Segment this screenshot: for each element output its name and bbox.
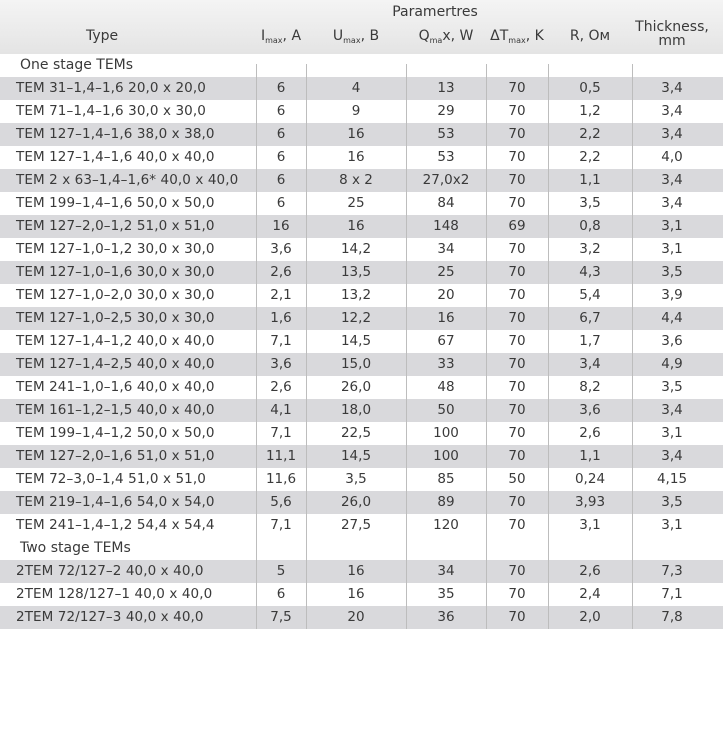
resistance-cell: 2,2 [579, 126, 601, 142]
imax-symbol: I [260, 28, 266, 44]
dtmax-cell: 70 [508, 172, 526, 188]
resistance-cell: 1,2 [579, 103, 601, 119]
thickness-cell: 3,4 [661, 172, 683, 188]
resistance-cell: 2,6 [579, 563, 601, 579]
resistance-cell: 3,2 [579, 241, 601, 257]
resistance-cell: 4,3 [579, 264, 601, 280]
umax-cell: 16 [347, 126, 365, 142]
thickness-cell: 3,4 [661, 80, 683, 96]
dtmax-cell: 70 [508, 287, 526, 303]
umax-cell: 13,2 [340, 287, 372, 303]
type-cell: TEM 127–1,0–2,0 30,0 x 30,0 [16, 287, 215, 303]
type-cell: TEM 127–1,4–1,2 40,0 x 40,0 [16, 333, 215, 349]
column-divider [406, 64, 407, 629]
dtmax-cell: 70 [508, 356, 526, 372]
imax-cell: 6 [276, 195, 286, 211]
table-row [0, 514, 723, 537]
thickness-cell: 3,6 [661, 333, 683, 349]
resistance-cell: 2,6 [579, 425, 601, 441]
qmax-cell: 33 [437, 356, 455, 372]
thickness-cell: 3,1 [661, 425, 683, 441]
qmax-cell: 13 [437, 80, 455, 96]
dtmax-cell: 50 [508, 471, 526, 487]
section-label: Two stage TEMs [20, 540, 131, 556]
table-header [0, 0, 723, 54]
imax-cell: 1,6 [270, 310, 292, 326]
table-row [0, 169, 723, 192]
resistance-cell: 1,1 [579, 172, 601, 188]
dtmax-cell: 70 [508, 195, 526, 211]
table-row [0, 77, 723, 100]
type-cell: TEM 127–2,0–1,2 51,0 x 51,0 [16, 218, 215, 234]
thickness-cell: 3,1 [661, 517, 683, 533]
imax-cell: 3,6 [270, 356, 292, 372]
column-divider [486, 64, 487, 629]
resistance-cell: 0,24 [574, 471, 606, 487]
imax-cell: 6 [276, 586, 286, 602]
type-cell: TEM 241–1,0–1,6 40,0 x 40,0 [16, 379, 215, 395]
umax-cell: 9 [351, 103, 361, 119]
qmax-symbol: Q [418, 28, 430, 44]
dtmax-cell: 70 [508, 379, 526, 395]
type-cell: TEM 71–1,4–1,6 30,0 x 30,0 [16, 103, 206, 119]
umax-cell: 14,5 [340, 448, 372, 464]
umax-subscript: max [343, 36, 361, 45]
thickness-cell: 4,15 [656, 471, 688, 487]
imax-cell: 16 [272, 218, 290, 234]
imax-column-header [250, 28, 312, 44]
resistance-cell: 2,0 [579, 609, 601, 625]
imax-cell: 7,5 [270, 609, 292, 625]
table-row [0, 399, 723, 422]
type-cell: 2TEM 128/127–1 40,0 x 40,0 [16, 586, 213, 602]
resistance-cell: 0,8 [579, 218, 601, 234]
dtmax-cell: 70 [508, 448, 526, 464]
thickness-cell: 3,1 [661, 218, 683, 234]
type-cell: TEM 127–1,4–1,6 38,0 x 38,0 [16, 126, 215, 142]
table-row [0, 491, 723, 514]
qmax-cell: 29 [437, 103, 455, 119]
umax-unit: , В [360, 28, 380, 44]
table-row [0, 146, 723, 169]
thickness-cell: 3,5 [661, 264, 683, 280]
imax-cell: 7,1 [270, 333, 292, 349]
dtmax-subscript: max [508, 36, 526, 45]
thickness-header-line2: mm [658, 33, 686, 49]
umax-cell: 16 [347, 149, 365, 165]
thickness-cell: 4,4 [661, 310, 683, 326]
section-header-row [0, 54, 723, 77]
qmax-subscript: ma [429, 36, 443, 45]
column-divider [306, 64, 307, 629]
dtmax-cell: 70 [508, 425, 526, 441]
resistance-cell: 2,2 [579, 149, 601, 165]
type-cell: TEM 2 x 63–1,4–1,6* 40,0 x 40,0 [16, 172, 239, 188]
umax-cell: 22,5 [340, 425, 372, 441]
umax-cell: 4 [351, 80, 361, 96]
qmax-unit: x, W [442, 28, 474, 44]
qmax-cell: 120 [433, 517, 459, 533]
table-row [0, 192, 723, 215]
table-row [0, 261, 723, 284]
table-row [0, 307, 723, 330]
type-cell: 2TEM 72/127–3 40,0 x 40,0 [16, 609, 204, 625]
dtmax-cell: 70 [508, 126, 526, 142]
resistance-cell: 3,93 [574, 494, 606, 510]
qmax-cell: 27,0x2 [422, 172, 470, 188]
qmax-cell: 35 [437, 586, 455, 602]
type-cell: TEM 127–1,0–1,6 30,0 x 30,0 [16, 264, 215, 280]
resistance-cell: 2,4 [579, 586, 601, 602]
umax-column-header [318, 28, 394, 44]
thickness-cell: 3,1 [661, 241, 683, 257]
type-cell: TEM 72–3,0–1,4 51,0 x 51,0 [16, 471, 206, 487]
type-cell: TEM 199–1,4–1,2 50,0 x 50,0 [16, 425, 215, 441]
umax-cell: 25 [347, 195, 365, 211]
thickness-cell: 4,0 [661, 149, 683, 165]
qmax-cell: 53 [437, 126, 455, 142]
umax-cell: 16 [347, 563, 365, 579]
table-row [0, 445, 723, 468]
resistance-cell: 3,4 [579, 356, 601, 372]
thickness-cell: 7,1 [661, 586, 683, 602]
umax-cell: 20 [347, 609, 365, 625]
imax-cell: 6 [276, 149, 286, 165]
table-row [0, 238, 723, 261]
qmax-cell: 50 [437, 402, 455, 418]
thickness-cell: 3,5 [661, 494, 683, 510]
qmax-cell: 84 [437, 195, 455, 211]
qmax-cell: 25 [437, 264, 455, 280]
type-cell: TEM 31–1,4–1,6 20,0 x 20,0 [16, 80, 206, 96]
imax-subscript: max [265, 36, 283, 45]
thickness-header-line1: Thickness, [635, 19, 709, 35]
umax-cell: 26,0 [340, 379, 372, 395]
dtmax-cell: 70 [508, 517, 526, 533]
dtmax-cell: 70 [508, 609, 526, 625]
table-row [0, 583, 723, 606]
dtmax-cell: 70 [508, 402, 526, 418]
table-row [0, 422, 723, 445]
umax-cell: 14,2 [340, 241, 372, 257]
imax-cell: 2,1 [270, 287, 292, 303]
type-column-header: Type [86, 28, 119, 44]
dtmax-cell: 70 [508, 241, 526, 257]
type-cell: TEM 127–2,0–1,6 51,0 x 51,0 [16, 448, 215, 464]
resistance-cell: 3,6 [579, 402, 601, 418]
qmax-cell: 148 [433, 218, 459, 234]
table-row [0, 123, 723, 146]
thickness-cell: 3,5 [661, 379, 683, 395]
umax-cell: 27,5 [340, 517, 372, 533]
umax-cell: 16 [347, 218, 365, 234]
thickness-cell: 3,9 [661, 287, 683, 303]
dtmax-symbol: ΔT [490, 28, 509, 44]
dtmax-cell: 70 [508, 310, 526, 326]
column-divider [256, 64, 257, 629]
umax-cell: 3,5 [345, 471, 367, 487]
qmax-cell: 48 [437, 379, 455, 395]
qmax-cell: 34 [437, 241, 455, 257]
resistance-column-header: R, Ом [569, 28, 611, 44]
umax-cell: 15,0 [340, 356, 372, 372]
umax-cell: 12,2 [340, 310, 372, 326]
qmax-cell: 89 [437, 494, 455, 510]
type-cell: TEM 127–1,4–1,6 40,0 x 40,0 [16, 149, 215, 165]
thickness-cell: 7,3 [661, 563, 683, 579]
section-header-row [0, 537, 723, 560]
type-cell: TEM 127–1,0–2,5 30,0 x 30,0 [16, 310, 215, 326]
dtmax-cell: 70 [508, 103, 526, 119]
thickness-cell: 3,4 [661, 448, 683, 464]
dtmax-column-header [484, 28, 550, 44]
imax-cell: 5 [276, 563, 286, 579]
resistance-cell: 5,4 [579, 287, 601, 303]
table-row [0, 100, 723, 123]
dtmax-cell: 70 [508, 563, 526, 579]
dtmax-cell: 70 [508, 264, 526, 280]
resistance-cell: 1,7 [579, 333, 601, 349]
table-row [0, 560, 723, 583]
type-cell: TEM 199–1,4–1,6 50,0 x 50,0 [16, 195, 215, 211]
table-row [0, 330, 723, 353]
resistance-cell: 3,1 [579, 517, 601, 533]
resistance-cell: 6,7 [579, 310, 601, 326]
umax-cell: 18,0 [340, 402, 372, 418]
table-row [0, 606, 723, 629]
imax-unit: , A [282, 28, 302, 44]
qmax-cell: 85 [437, 471, 455, 487]
umax-cell: 8 x 2 [339, 172, 373, 188]
table-row [0, 468, 723, 491]
type-cell: 2TEM 72/127–2 40,0 x 40,0 [16, 563, 204, 579]
dtmax-cell: 70 [508, 494, 526, 510]
imax-cell: 6 [276, 172, 286, 188]
resistance-cell: 0,5 [579, 80, 601, 96]
qmax-cell: 100 [433, 425, 459, 441]
table-row [0, 215, 723, 238]
dtmax-cell: 70 [508, 80, 526, 96]
qmax-cell: 16 [437, 310, 455, 326]
umax-symbol: U [332, 28, 344, 44]
dtmax-cell: 69 [508, 218, 526, 234]
imax-cell: 4,1 [270, 402, 292, 418]
qmax-cell: 34 [437, 563, 455, 579]
thickness-cell: 3,4 [661, 402, 683, 418]
section-label: One stage TEMs [20, 57, 134, 73]
thickness-cell: 3,4 [661, 126, 683, 142]
umax-cell: 13,5 [340, 264, 372, 280]
thickness-column-header [632, 20, 712, 48]
thickness-cell: 7,8 [661, 609, 683, 625]
thickness-cell: 4,9 [661, 356, 683, 372]
column-divider [548, 64, 549, 629]
imax-cell: 5,6 [270, 494, 292, 510]
thickness-cell: 3,4 [661, 195, 683, 211]
qmax-cell: 67 [437, 333, 455, 349]
dtmax-unit: , K [525, 28, 544, 44]
imax-cell: 2,6 [270, 379, 292, 395]
qmax-cell: 100 [433, 448, 459, 464]
imax-cell: 7,1 [270, 425, 292, 441]
thickness-cell: 3,4 [661, 103, 683, 119]
umax-cell: 14,5 [340, 333, 372, 349]
type-cell: TEM 127–1,0–1,2 30,0 x 30,0 [16, 241, 215, 257]
resistance-cell: 8,2 [579, 379, 601, 395]
dtmax-cell: 70 [508, 333, 526, 349]
parameters-group-label: Paramertres [392, 4, 478, 20]
imax-cell: 11,6 [265, 471, 297, 487]
type-cell: TEM 219–1,4–1,6 54,0 x 54,0 [16, 494, 215, 510]
type-cell: TEM 127–1,4–2,5 40,0 x 40,0 [16, 356, 215, 372]
umax-cell: 26,0 [340, 494, 372, 510]
qmax-column-header [404, 28, 488, 44]
type-cell: TEM 241–1,4–1,2 54,4 x 54,4 [16, 517, 215, 533]
imax-cell: 7,1 [270, 517, 292, 533]
imax-cell: 6 [276, 103, 286, 119]
dtmax-cell: 70 [508, 586, 526, 602]
imax-cell: 11,1 [265, 448, 297, 464]
table-row [0, 353, 723, 376]
qmax-cell: 53 [437, 149, 455, 165]
imax-cell: 2,6 [270, 264, 292, 280]
qmax-cell: 36 [437, 609, 455, 625]
column-divider [632, 64, 633, 629]
resistance-cell: 3,5 [579, 195, 601, 211]
dtmax-cell: 70 [508, 149, 526, 165]
resistance-cell: 1,1 [579, 448, 601, 464]
imax-cell: 3,6 [270, 241, 292, 257]
umax-cell: 16 [347, 586, 365, 602]
imax-cell: 6 [276, 126, 286, 142]
table-row [0, 376, 723, 399]
qmax-cell: 20 [437, 287, 455, 303]
type-cell: TEM 161–1,2–1,5 40,0 x 40,0 [16, 402, 215, 418]
table-row [0, 284, 723, 307]
imax-cell: 6 [276, 80, 286, 96]
